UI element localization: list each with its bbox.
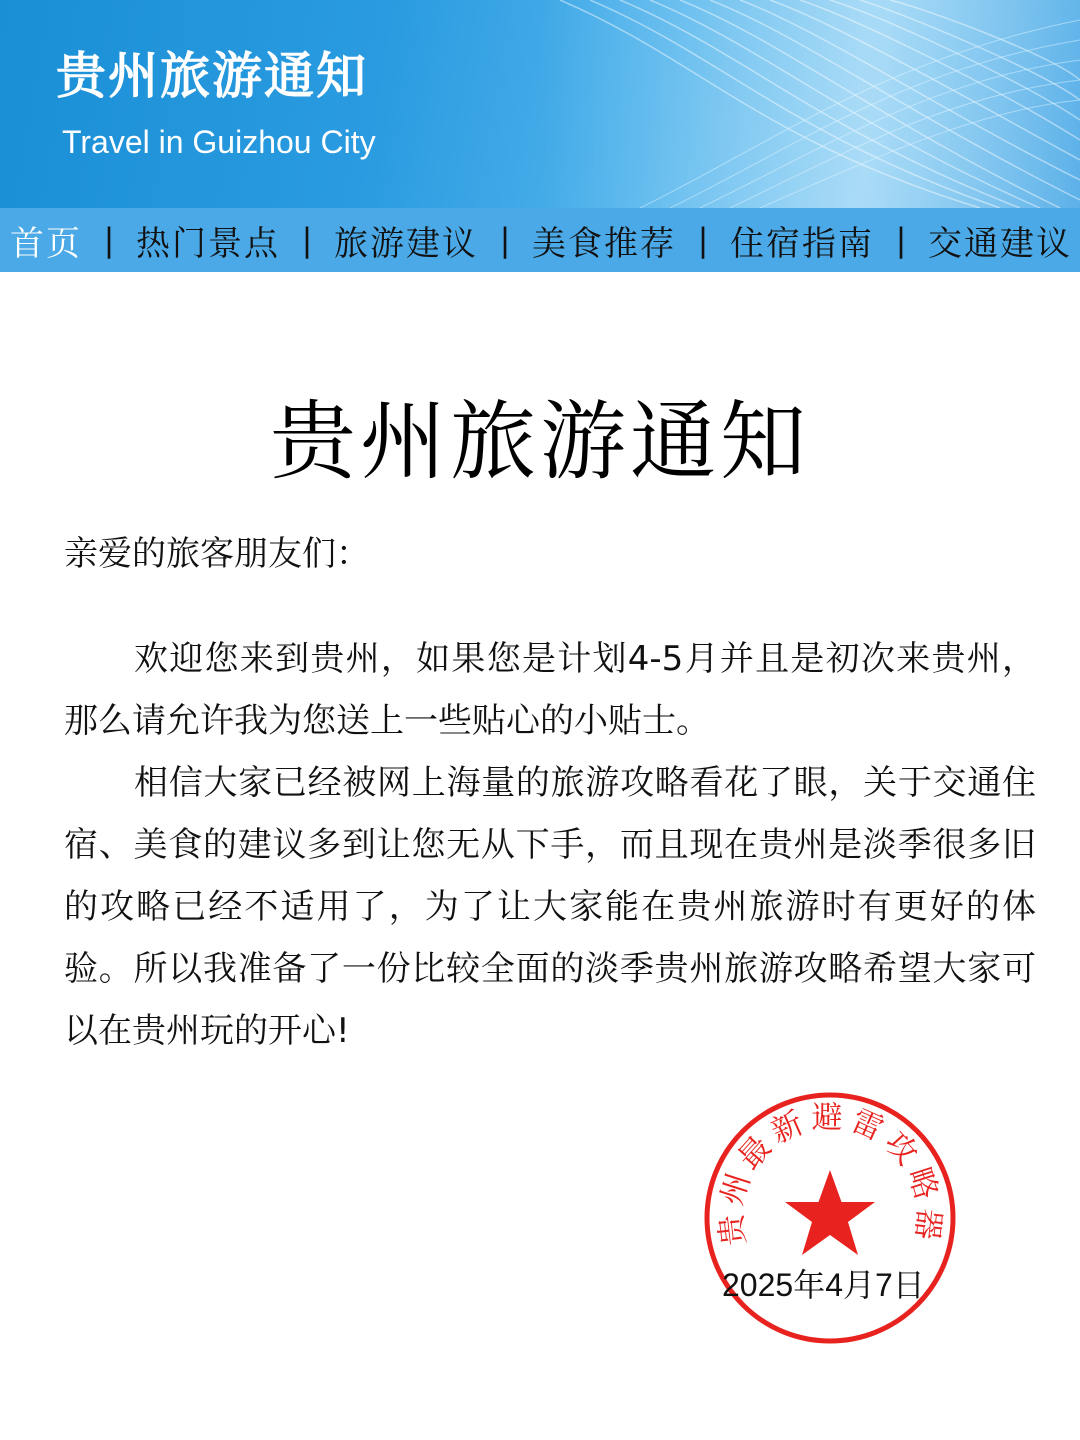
document-date: 2025年4月7日 bbox=[722, 1267, 925, 1303]
nav-item-travel-tips[interactable]: 旅游建议 bbox=[334, 223, 478, 264]
document-title: 贵州旅游通知 bbox=[270, 392, 810, 492]
seal-star-icon bbox=[785, 1170, 875, 1255]
nav-separator: | bbox=[697, 221, 709, 259]
nav-bar bbox=[0, 208, 1080, 272]
nav-separator: | bbox=[499, 221, 511, 259]
official-seal bbox=[700, 1088, 960, 1348]
greeting: 亲爱的旅客朋友们： bbox=[64, 534, 370, 574]
nav-item-food[interactable]: 美食推荐 bbox=[532, 223, 676, 264]
document-body bbox=[64, 628, 1036, 1062]
header-banner bbox=[0, 0, 1080, 208]
seal-text: 贵州最新避雷攻略器 bbox=[712, 1100, 948, 1248]
nav-item-transport[interactable]: 交通建议 bbox=[928, 223, 1072, 264]
nav-separator: | bbox=[895, 221, 907, 259]
nav-separator: | bbox=[301, 221, 313, 259]
nav-item-home[interactable]: 首页 bbox=[10, 223, 82, 264]
paragraph-guide-intro: 相信大家已经被网上海量的旅游攻略看花了眼，关于交通住宿、美食的建议多到让您无从下手，而且现在贵州是淡季很多旧的攻略已经不适用了，为了让大家能在贵州旅游时有更好的体验。所以我准备了一份比较全面的淡季贵州旅游攻略希望大家可以在贵州玩的开心! bbox=[64, 763, 1036, 1051]
nav-separator: | bbox=[103, 221, 115, 259]
nav-item-lodging[interactable]: 住宿指南 bbox=[730, 223, 874, 264]
banner-title: 贵州旅游通知 bbox=[56, 47, 368, 105]
paragraph-welcome: 欢迎您来到贵州，如果您是计划4-5月并且是初次来贵州，那么请允许我为您送上一些贴心的小贴士。 bbox=[64, 639, 1036, 741]
nav-item-attractions[interactable]: 热门景点 bbox=[136, 223, 280, 264]
banner-subtitle: Travel in Guizhou City bbox=[62, 124, 376, 160]
